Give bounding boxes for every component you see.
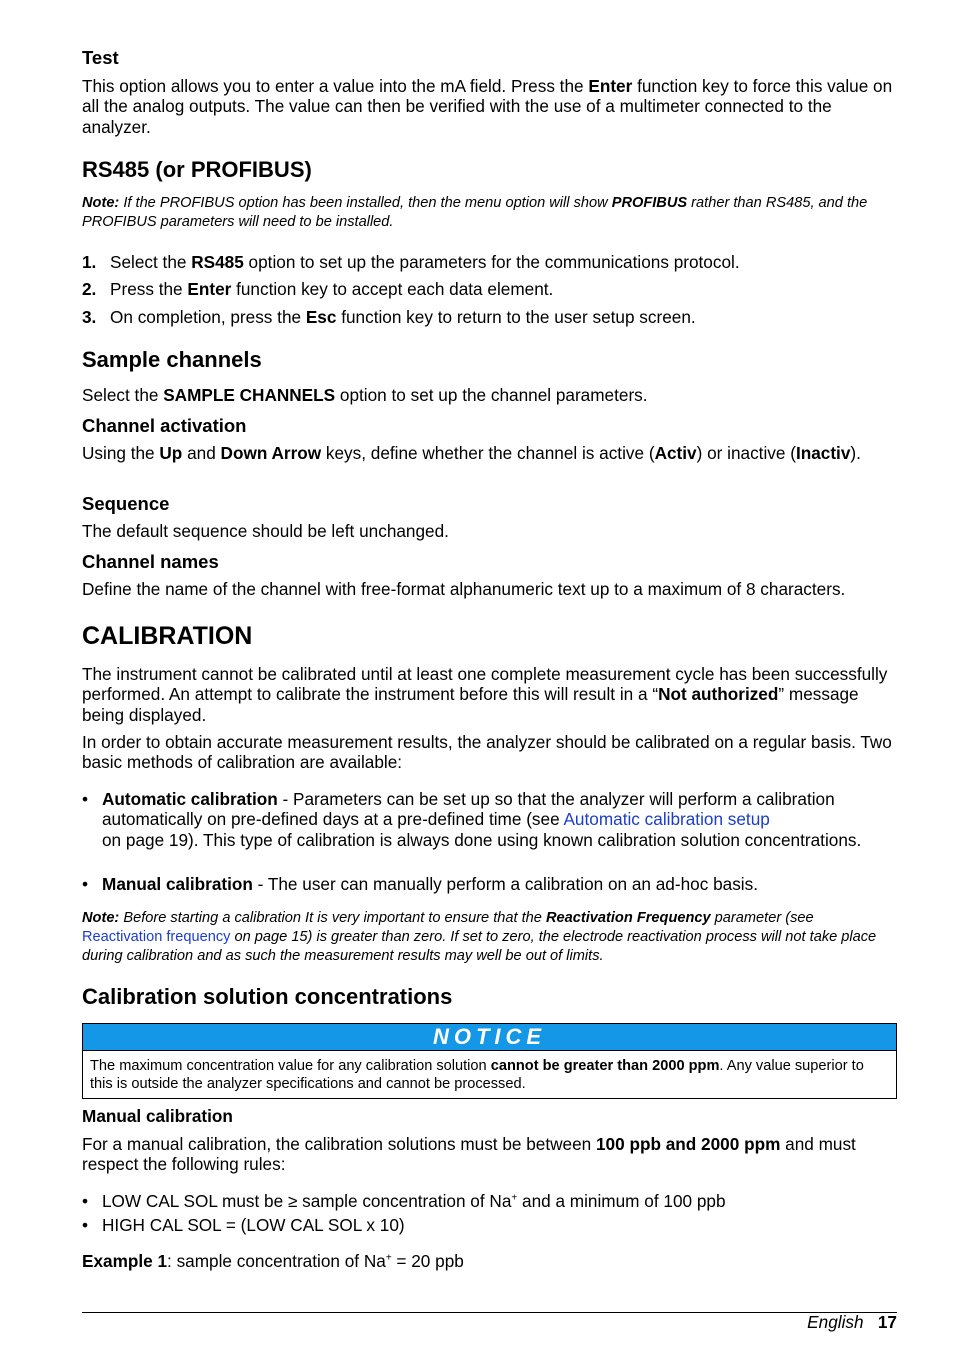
channel-activation-paragraph: Using the Up and Down Arrow keys, define whether the channel is active (Activ) or inactive (Inactiv). (82, 443, 861, 463)
channel-names-heading: Channel names (82, 551, 219, 572)
bullet: • (82, 1215, 89, 1235)
bullet: • (82, 1191, 89, 1211)
manual-calibration-heading: Manual calibration (82, 1106, 233, 1126)
bullet: • (82, 789, 89, 809)
automatic-calibration-setup-link[interactable]: Automatic calibration setup (563, 809, 770, 830)
sample-channels-paragraph: Select the SAMPLE CHANNELS option to set up the channel parameters. (82, 385, 648, 405)
manual-calibration-paragraph: For a manual calibration, the calibration solutions must be between 100 ppb and 2000 ppm and must respect the following rules: (82, 1134, 856, 1175)
notice-text: The maximum concentration value for any calibration solution cannot be greater than 2000 ppm. Any value superior to this is outside the analyzer specifications and cannot be processed. (90, 1058, 864, 1092)
example-1: Example 1: sample concentration of Na+ = 20 ppb (82, 1251, 464, 1271)
footer-rule (82, 1312, 897, 1313)
channel-activation-heading: Channel activation (82, 415, 247, 436)
test-paragraph: This option allows you to enter a value into the mA field. Press the Enter function key to force this value on all the analog outputs. The value can then be verified with the use of a multimeter connected to the analyzer. (82, 76, 893, 137)
rs485-note: Note: If the PROFIBUS option has been installed, then the menu option will show PROFIBUS rather than RS485, and the PROFIBUS parameters will need to be installed. (82, 195, 868, 230)
channel-names-paragraph: Define the name of the channel with free-format alphanumeric text up to a maximum of 8 characters. (82, 579, 846, 599)
calibration-note: Note: Before starting a calibration It is very important to ensure that the Reactivation Frequency parameter (see Reactivation frequency on page 15) is greater than zero. If set to zero, the electrode reactivation process will not take place during calibration and as such the measurement results may well be out of limits. (82, 910, 877, 964)
reactivation-frequency-link[interactable]: Reactivation frequency (82, 928, 231, 945)
notice-title: NOTICE (83, 1024, 896, 1051)
calibration-solutions-heading: Calibration solution concentrations (82, 984, 453, 1009)
sequence-heading: Sequence (82, 493, 170, 514)
page-number: 17 (877, 1312, 897, 1332)
bullet: • (82, 874, 89, 894)
test-heading: Test (82, 47, 119, 68)
calibration-paragraph-1: The instrument cannot be calibrated until at least one complete measurement cycle has been successfully performed. An attempt to calibrate the instrument before this will result in a “Not authorized” message being displayed. (82, 664, 888, 725)
calibration-heading: CALIBRATION (82, 622, 253, 650)
rs485-heading: RS485 (or PROFIBUS) (82, 157, 312, 182)
page-footer (807, 1312, 897, 1332)
notice-box (82, 1023, 897, 1099)
sequence-paragraph: The default sequence should be left unchanged. (82, 521, 449, 541)
sample-channels-heading: Sample channels (82, 347, 262, 372)
footer-language: English (807, 1312, 864, 1332)
calibration-paragraph-2: In order to obtain accurate measurement results, the analyzer should be calibrated on a regular basis. Two basic methods of calibration are available: (82, 732, 892, 773)
